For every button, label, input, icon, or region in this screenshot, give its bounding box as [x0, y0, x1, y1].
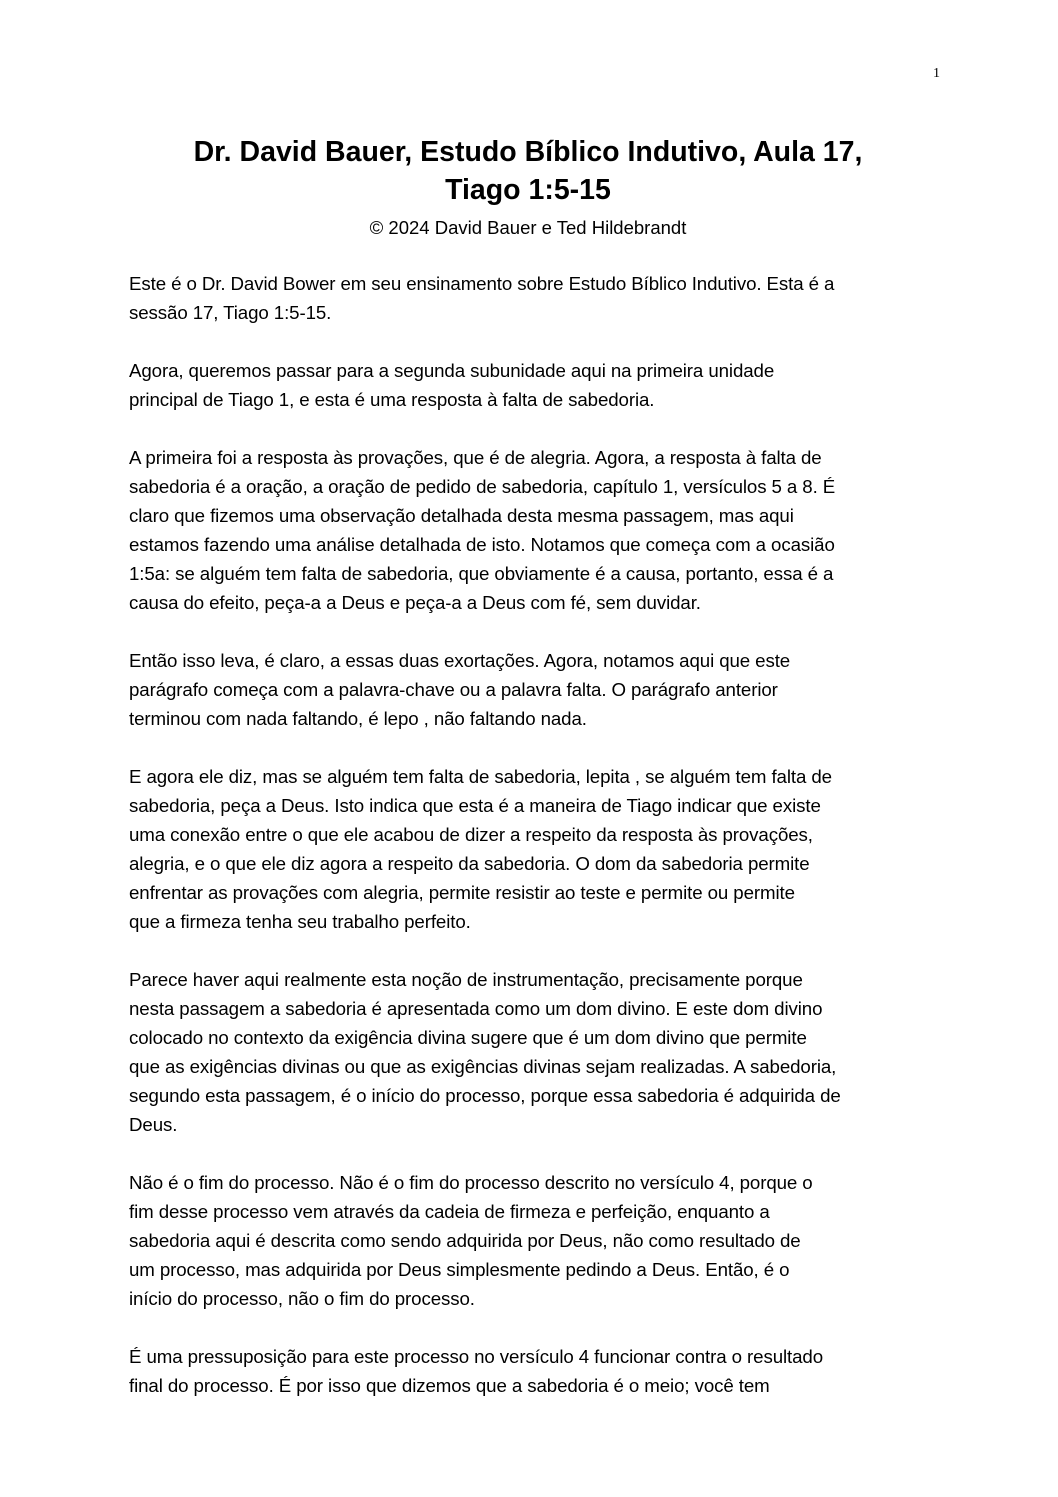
title-line-1: Dr. David Bauer, Estudo Bíblico Indutivo, Aula 17, [193, 136, 863, 168]
paragraph-line: Deus. [129, 1114, 178, 1135]
paragraph-line: claro que fizemos uma observação detalhada desta mesma passagem, mas aqui [129, 505, 794, 526]
paragraph-line: fim desse processo vem através da cadeia de firmeza e perfeição, enquanto a [129, 1201, 770, 1222]
page-number: 1 [933, 66, 940, 81]
paragraph [129, 443, 935, 617]
paragraph-line: colocado no contexto da exigência divina sugere que é um dom divino que permite [129, 1027, 807, 1048]
paragraph-line: Agora, queremos passar para a segunda subunidade aqui na primeira unidade [129, 360, 775, 381]
paragraph-line: sabedoria, peça a Deus. Isto indica que esta é a maneira de Tiago indicar que existe [129, 795, 821, 816]
paragraph-line: um processo, mas adquirida por Deus simplesmente pedindo a Deus. Então, é o [129, 1259, 790, 1280]
paragraph-line: 1:5a: se alguém tem falta de sabedoria, que obviamente é a causa, portanto, essa é a [129, 563, 834, 584]
paragraph-line: Não é o fim do processo. Não é o fim do processo descrito no versículo 4, porque o [129, 1172, 813, 1193]
paragraph-line: estamos fazendo uma análise detalhada de isto. Notamos que começa com a ocasião [129, 534, 835, 555]
paragraph [129, 269, 935, 327]
document-title [100, 133, 956, 209]
paragraph-line: final do processo. É por isso que dizemos que a sabedoria é o meio; você tem [129, 1375, 770, 1396]
paragraph-line: Então isso leva, é claro, a essas duas exortações. Agora, notamos aqui que este [129, 650, 791, 671]
paragraph-line: uma conexão entre o que ele acabou de dizer a respeito da resposta às provações, [129, 824, 813, 845]
copyright-notice: © 2024 David Bauer e Ted Hildebrandt [369, 217, 687, 238]
document-body [129, 269, 935, 1429]
paragraph-line: sessão 17, Tiago 1:5-15. [129, 302, 332, 323]
paragraph-line: principal de Tiago 1, e esta é uma resposta à falta de sabedoria. [129, 389, 655, 410]
paragraph-line: enfrentar as provações com alegria, permite resistir ao teste e permite ou permite [129, 882, 795, 903]
paragraph-line: É uma pressuposição para este processo no versículo 4 funcionar contra o resultado [129, 1346, 824, 1367]
paragraph [129, 1168, 935, 1313]
paragraph [129, 965, 935, 1139]
paragraph [129, 356, 935, 414]
paragraph [129, 646, 935, 733]
paragraph-line: causa do efeito, peça-a a Deus e peça-a a Deus com fé, sem duvidar. [129, 592, 701, 613]
paragraph-line: A primeira foi a resposta às provações, que é de alegria. Agora, a resposta à falta de [129, 447, 822, 468]
paragraph-line: nesta passagem a sabedoria é apresentada como um dom divino. E este dom divino [129, 998, 823, 1019]
paragraph-line: terminou com nada faltando, é lepo , não faltando nada. [129, 708, 587, 729]
paragraph-line: que a firmeza tenha seu trabalho perfeito. [129, 911, 471, 932]
paragraph [129, 762, 935, 936]
paragraph-line: segundo esta passagem, é o início do processo, porque essa sabedoria é adquirida de [129, 1085, 841, 1106]
paragraph-line: alegria, e o que ele diz agora a respeito da sabedoria. O dom da sabedoria permite [129, 853, 810, 874]
paragraph-line: início do processo, não o fim do processo. [129, 1288, 475, 1309]
paragraph-line: E agora ele diz, mas se alguém tem falta de sabedoria, lepita , se alguém tem falta de [129, 766, 832, 787]
paragraph-line: Este é o Dr. David Bower em seu ensinamento sobre Estudo Bíblico Indutivo. Esta é a [129, 273, 835, 294]
paragraph [129, 1342, 935, 1400]
title-line-2: Tiago 1:5-15 [445, 174, 611, 206]
paragraph-line: sabedoria é a oração, a oração de pedido de sabedoria, capítulo 1, versículos 5 a 8. É [129, 476, 836, 497]
paragraph-line: sabedoria aqui é descrita como sendo adquirida por Deus, não como resultado de [129, 1230, 801, 1251]
paragraph-line: que as exigências divinas ou que as exigências divinas sejam realizadas. A sabedoria, [129, 1056, 837, 1077]
paragraph-line: parágrafo começa com a palavra-chave ou a palavra falta. O parágrafo anterior [129, 679, 778, 700]
paragraph-line: Parece haver aqui realmente esta noção de instrumentação, precisamente porque [129, 969, 803, 990]
